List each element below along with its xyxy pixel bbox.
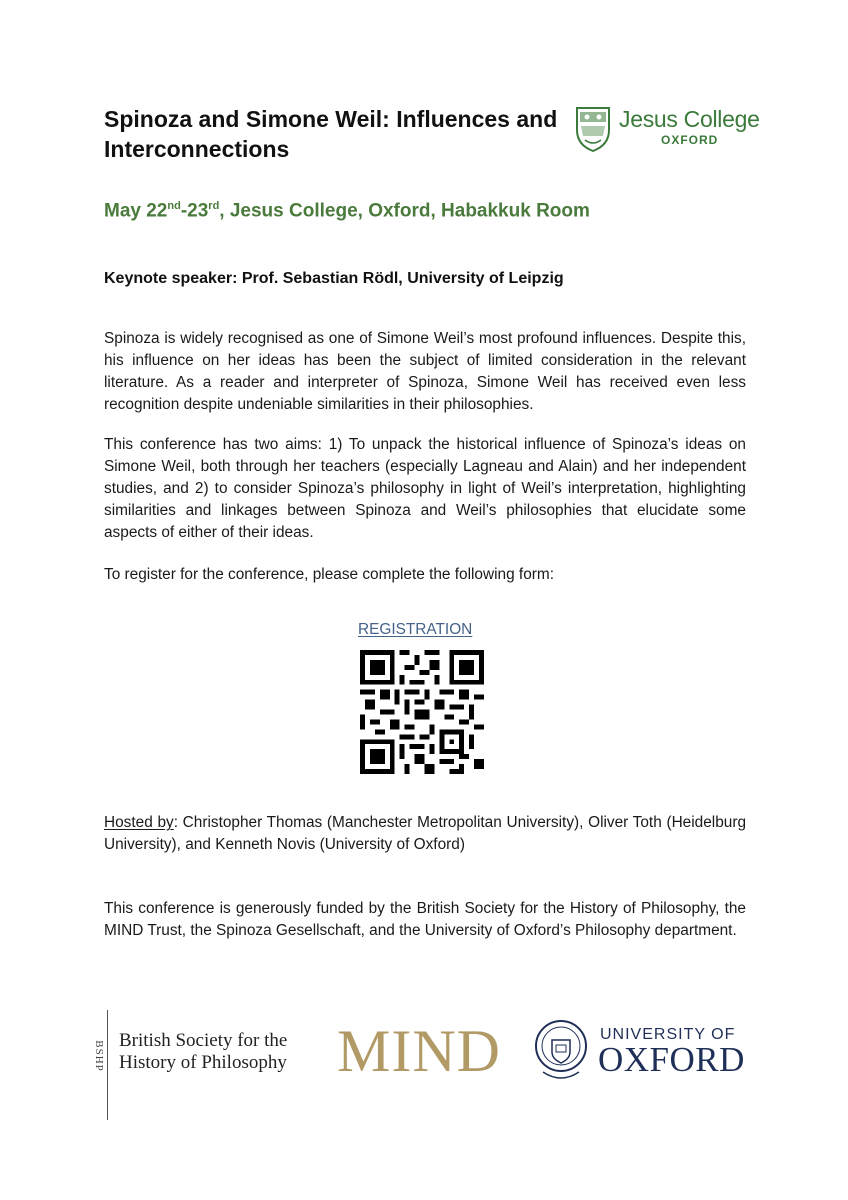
bshp-line-1: British Society for the	[119, 1030, 288, 1051]
funding-statement: This conference is generously funded by the British Society for the History of Philosophy, the MIND Trust, the Spinoza Gesellschaft, and the University of Oxford’s Philosophy department.	[104, 900, 746, 939]
event-location: , Jesus College, Oxford, Habakkuk Room	[219, 200, 590, 222]
bshp-divider	[107, 1010, 108, 1120]
date-separator: -23	[180, 200, 209, 222]
hosted-by	[104, 812, 746, 856]
event-date-location	[104, 200, 590, 222]
intro-paragraph: Spinoza is widely recognised as one of Simone Weil’s most profound influences. Despite this, his influence on her ideas has been the subject of limited consideration in the relevant literature. As a reader and interpreter of Spinoza, Simone Weil has received even less recognition despite undeniable similarities in their philosophies.	[104, 330, 746, 413]
hosted-by-label: Hosted by	[104, 814, 174, 831]
register-paragraph: To register for the conference, please complete the following form:	[104, 566, 554, 583]
aims-paragraph: This conference has two aims: 1) To unpack the historical influence of Spinoza’s ideas on Simone Weil, both through her teachers (especially Lagneau and Alain) and her independent studies, and 2) to consider Spinoza’s philosophy in light of Weil’s interpretation, highlighting similarities and linkages between Spinoza and Weil’s philosophies that elucidate some aspects of either of their ideas.	[104, 436, 746, 541]
bshp-line-2: History of Philosophy	[119, 1052, 287, 1073]
jesus-college-name: Jesus College	[619, 106, 760, 132]
oxford-university-of: UNIVERSITY OF	[600, 1026, 736, 1043]
registration-qr-code[interactable]	[360, 650, 484, 774]
oxford-wordmark: OXFORD	[598, 1040, 745, 1079]
bshp-logo-text	[119, 1030, 287, 1074]
jesus-college-oxford: OXFORD	[661, 133, 719, 147]
jesus-college-logo	[575, 106, 765, 154]
page-title: Spinoza and Simone Weil: Influences and Interconnections	[104, 106, 558, 162]
mind-logo: MIND	[337, 1018, 501, 1084]
jesus-college-crest-icon	[575, 106, 611, 152]
hosted-by-text: : Christopher Thomas (Manchester Metropolitan University), Oliver Toth (Heidelburg University), and Kenneth Novis (University of Oxford)	[104, 814, 747, 853]
date-start: May 22	[104, 200, 168, 222]
registration-link[interactable]: REGISTRATION	[358, 621, 473, 638]
date-start-suffix: nd	[167, 200, 181, 212]
date-end-suffix: rd	[208, 200, 220, 212]
bshp-abbreviation: BSHP	[92, 1040, 105, 1072]
keynote-speaker: Keynote speaker: Prof. Sebastian Rödl, University of Leipzig	[104, 270, 564, 287]
oxford-seal-icon	[533, 1018, 589, 1084]
